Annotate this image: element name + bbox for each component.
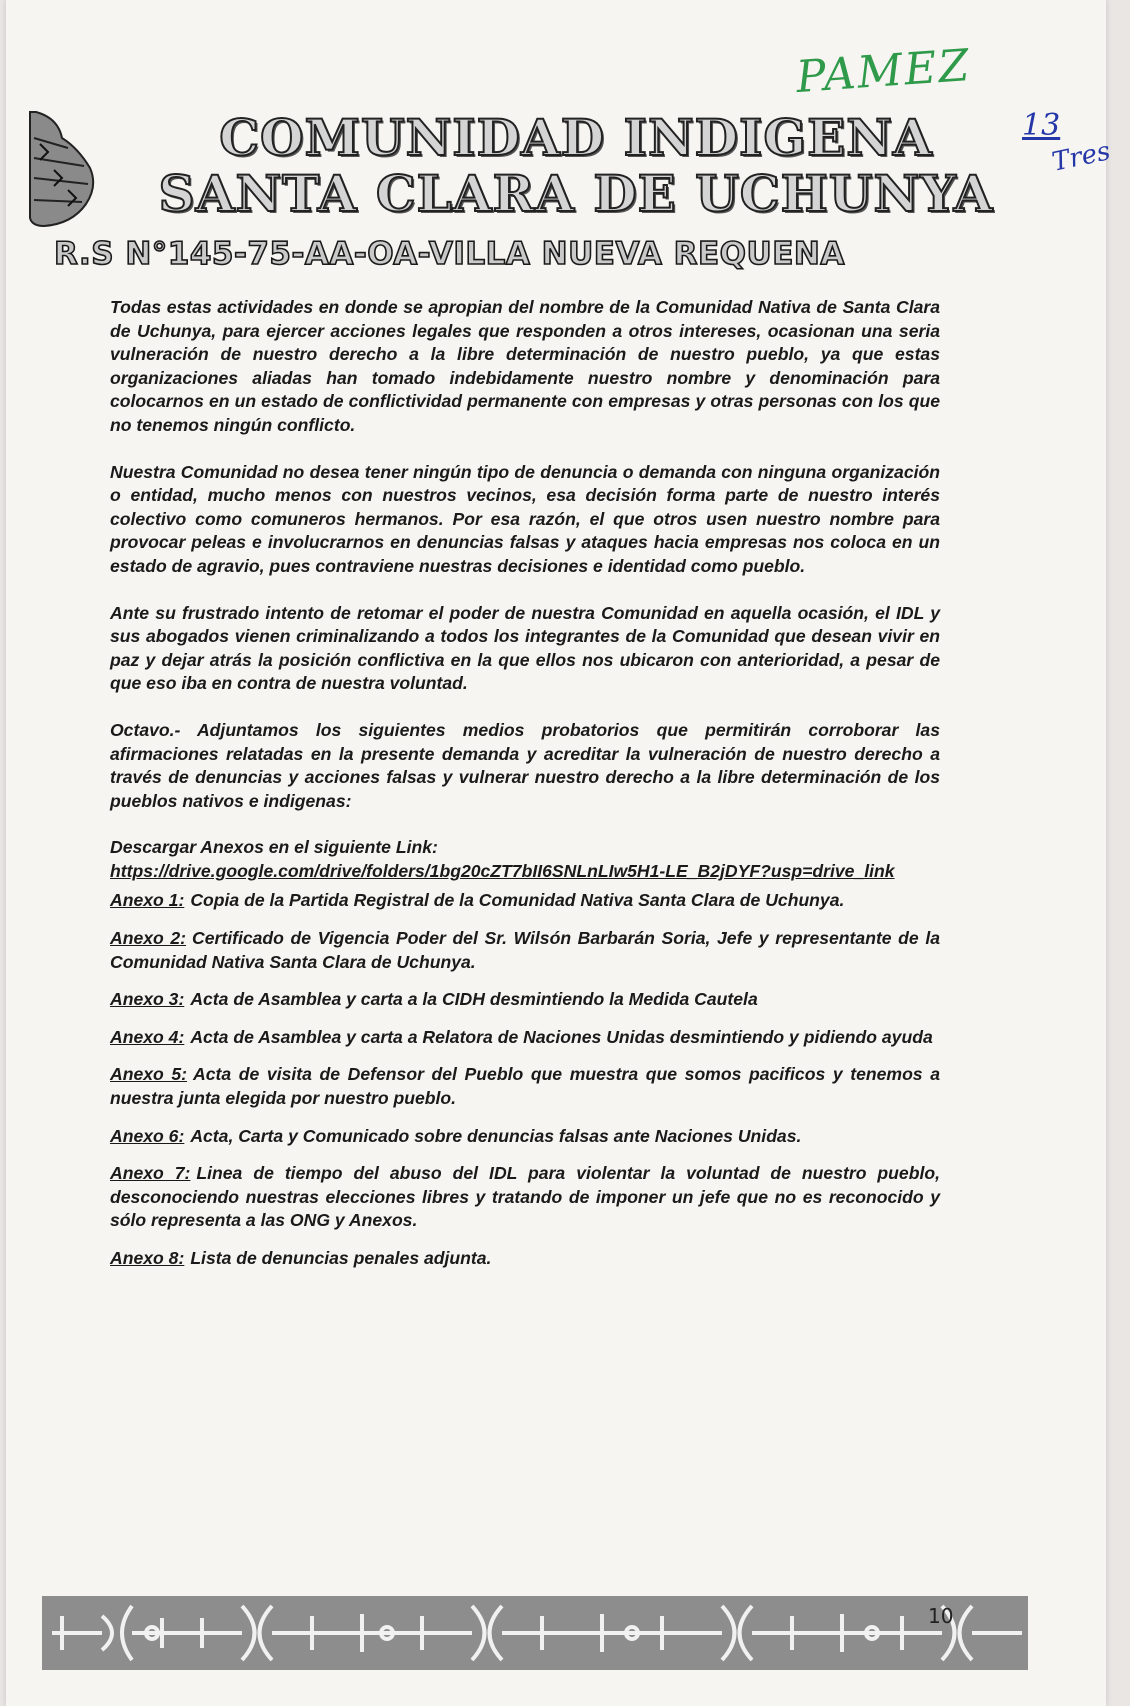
annex-item — [110, 1162, 940, 1233]
paragraph-octavo: Octavo.- Adjuntamos los siguientes medios probatorios que permitirán corroborar las afirmaciones relatadas en la presente demanda y acreditar la vulneración de nuestro derecho a través de denuncias y acciones falsas y vulnerar nuestro derecho a la libre determinación de los pueblos nativos e indigenas: — [110, 719, 940, 811]
annex-tag: Anexo 8: — [110, 1248, 185, 1268]
annex-text: Acta de Asamblea y carta a Relatora de Naciones Unidas desmintiendo y pidiendo ayuda — [190, 1026, 933, 1047]
annex-text: Certificado de Vigencia Poder del Sr. Wilsón Barbarán Soria, Jefe y representante de la Comunidad Nativa Santa Clara de Uchunya. — [110, 928, 940, 972]
annex-tag: Anexo 4: — [110, 1026, 185, 1047]
annex-tag: Anexo 2: — [110, 928, 187, 949]
annex-text: Acta, Carta y Comunicado sobre denuncias falsas ante Naciones Unidas. — [190, 1125, 802, 1146]
annex-tag: Anexo 7: — [110, 1163, 191, 1184]
document-body — [110, 296, 940, 1285]
annex-text: Acta de visita de Defensor del Pueblo que muestra que somos pacificos y tenemos a nuestra junta elegida por nuestro pueblo. — [110, 1064, 940, 1109]
paragraph-3: Ante su frustrado intento de retomar el poder de nuestra Comunidad en aquella ocasión, el IDL y sus abogados vienen criminalizando a todos los integrantes de la Comunidad que desean vivir en paz y dejar atrás la posición conflictiva en la que ellos nos ubicaron con anterioridad, a pesar de que eso iba en contra de nuestra voluntad. — [110, 602, 940, 694]
community-title-line2: SANTA CLARA DE UCHUNYA — [158, 164, 994, 223]
annex-tag: Anexo 3: — [110, 989, 185, 1010]
decorative-footer-pattern — [42, 1596, 1028, 1670]
handwritten-number: 13 — [1022, 108, 1061, 143]
annex-item — [110, 889, 940, 913]
page-number: 10 — [928, 1604, 954, 1628]
community-title-line1: COMUNIDAD INDIGENA — [219, 108, 933, 167]
registration-line: R.S N°145-75-AA-OA-VILLA NUEVA REQUENA — [54, 236, 845, 272]
annex-text: Linea de tiempo del abuso del IDL para violentar la voluntad de nuestro pueblo, desconociendo nuestras elecciones libres y tratando de imponer un jefe que no es reconocido y sólo representa a las ONG y Anexos. — [110, 1163, 940, 1231]
annex-item — [110, 1063, 940, 1110]
annex-tag: Anexo 5: — [110, 1064, 188, 1085]
annex-item — [110, 1125, 940, 1149]
handwritten-word: Tres — [1049, 136, 1113, 178]
annex-text: Acta de Asamblea y carta a la CIDH desmintiendo la Medida Cautela — [190, 989, 758, 1010]
paragraph-1: Todas estas actividades en donde se apropian del nombre de la Comunidad Nativa de Santa Clara de Uchunya, para ejercer acciones legales que responden a otros intereses, ocasionan una seria vulneración de nuestro derecho a la libre determinación de nuestro pueblo, ya que estas organizaciones aliadas han tomado indebidamente nuestro nombre y denominación para colocarnos en un estado de conflictividad permanente con empresas y otras personas con los que no tenemos ningún conflicto. — [110, 297, 940, 435]
annex-item — [110, 927, 940, 974]
handwritten-note-green: PAMEZ — [794, 39, 973, 104]
document-page — [6, 0, 1113, 1706]
annex-item — [110, 1247, 940, 1271]
annex-item — [110, 988, 940, 1012]
annex-text: Copia de la Partida Registral de la Comunidad Nativa Santa Clara de Uchunya. — [190, 890, 845, 911]
annex-tag: Anexo 6: — [110, 1125, 185, 1146]
drive-link[interactable]: https://drive.google.com/drive/folders/1bg20cZT7bII6SNLnLIw5H1-LE_B2jDYF?usp=drive_link — [110, 860, 895, 881]
paragraph-2: Nuestra Comunidad no desea tener ningún tipo de denuncia o demanda con ninguna organización o entidad, mucho menos con nuestros vecinos, esa decisión forma parte de nuestro interés colectivo como comuneros hermanos. Por esa razón, el que otros usen nuestro nombre para provocar peleas e involucrarnos en denuncias falsas y ataques hacia empresas nos coloca en un estado de agravio, pues contraviene nuestras decisiones e identidad como pueblo. — [110, 461, 940, 576]
download-label: Descargar Anexos en el siguiente Link: — [110, 837, 438, 858]
annex-tag: Anexo 1: — [110, 890, 185, 911]
annex-text: Lista de denuncias penales adjunta. — [190, 1248, 492, 1268]
annex-item — [110, 1026, 940, 1050]
